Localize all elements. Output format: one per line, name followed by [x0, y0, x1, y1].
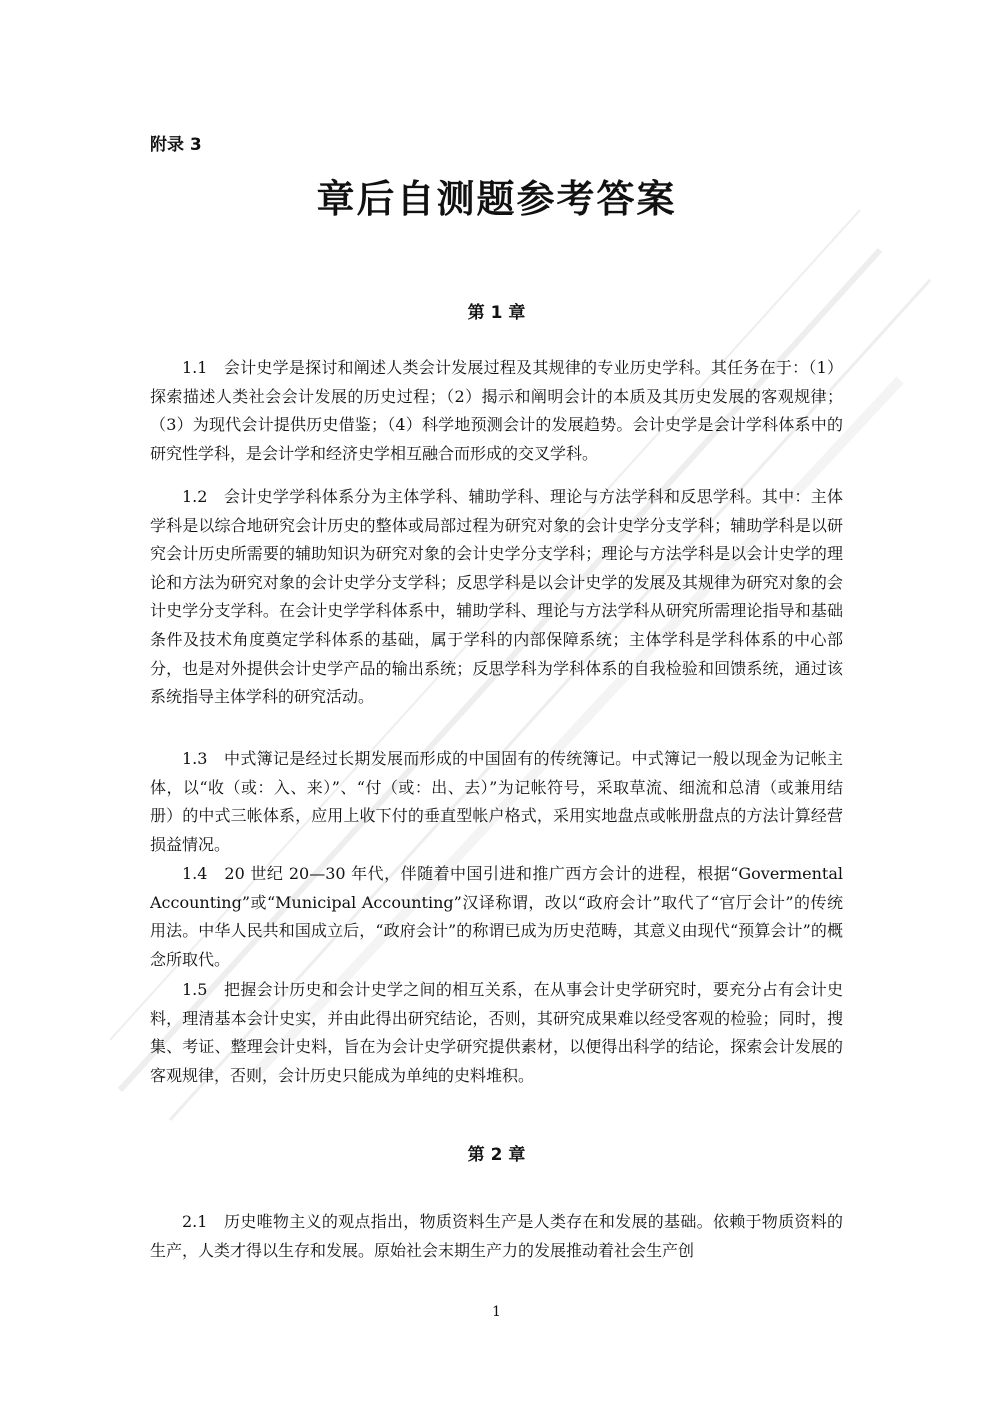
- answer-paragraph: 1.3 中式簿记是经过长期发展而形成的中国固有的传统簿记。中式簿记一般以现金为记帐主体，以“收（或：入、来）”、“付（或：出、去）”为记帐符号，采取草流、细流和总清（或兼用结册）的中式三帐体系，应用上收下付的垂直型帐户格式，采用实地盘点或帐册盘点的方法计算经营损益情况。: [150, 749, 843, 854]
- chapter-2-heading: 第 2 章: [467, 1145, 526, 1165]
- answer-paragraph: 1.5 把握会计历史和会计史学之间的相互关系，在从事会计史学研究时，要充分占有会计史料，理清基本会计史实，并由此得出研究结论，否则，其研究成果难以经受客观的检验；同时，搜集、考证、整理会计史料，旨在为会计史学研究提供素材，以便得出科学的结论，探索会计发展的客观规律，否则，会计历史只能成为单纯的史料堆积。: [150, 980, 843, 1085]
- answer-paragraph: 2.1 历史唯物主义的观点指出，物质资料生产是人类存在和发展的基础。依赖于物质资料的生产，人类才得以生存和发展。原始社会末期生产力的发展推动着社会生产创: [150, 1212, 843, 1260]
- answer-paragraph: 1.2 会计史学学科体系分为主体学科、辅助学科、理论与方法学科和反思学科。其中：主体学科是以综合地研究会计历史的整体或局部过程为研究对象的会计史学分支学科；辅助学科是以研究会计历史所需要的辅助知识为研究对象的会计史学分支学科；理论与方法学科是以会计史学的理论和方法为研究对象的会计史学分支学科；反思学科是以会计史学的发展及其规律为研究对象的会计史学分支学科。在会计史学学科体系中，辅助学科、理论与方法学科从研究所需理论指导和基础条件及技术角度奠定学科体系的基础，属于学科的内部保障系统；主体学科是学科体系的中心部分，也是对外提供会计史学产品的输出系统；反思学科为学科体系的自我检验和回馈系统，通过该系统指导主体学科的研究活动。: [150, 487, 843, 707]
- page-number: 1: [492, 1304, 501, 1320]
- answer-paragraph: 1.4 20 世纪 20—30 年代，伴随着中国引进和推广西方会计的进程，根据“Govermental Accounting”或“Municipal Accounting”汉译称谓，改以“政府会计”取代了“官厅会计”的传统用法。中华人民共和国成立后，“政府会计”的称谓已成为历史范畴，其意义由现代“预算会计”的概念所取代。: [150, 864, 843, 969]
- answer-paragraph: 1.1 会计史学是探讨和阐述人类会计发展过程及其规律的专业历史学科。其任务在于：（1）探索描述人类社会会计发展的历史过程；（2）揭示和阐明会计的本质及其历史发展的客观规律；（3）为现代会计提供历史借鉴；（4）科学地预测会计的发展趋势。会计史学是会计学科体系中的研究性学科，是会计学和经济史学相互融合而形成的交叉学科。: [150, 358, 843, 463]
- page-title: 章后自测题参考答案: [316, 177, 677, 221]
- appendix-label: 附录 3: [150, 135, 202, 155]
- chapter-1-heading: 第 1 章: [467, 303, 526, 323]
